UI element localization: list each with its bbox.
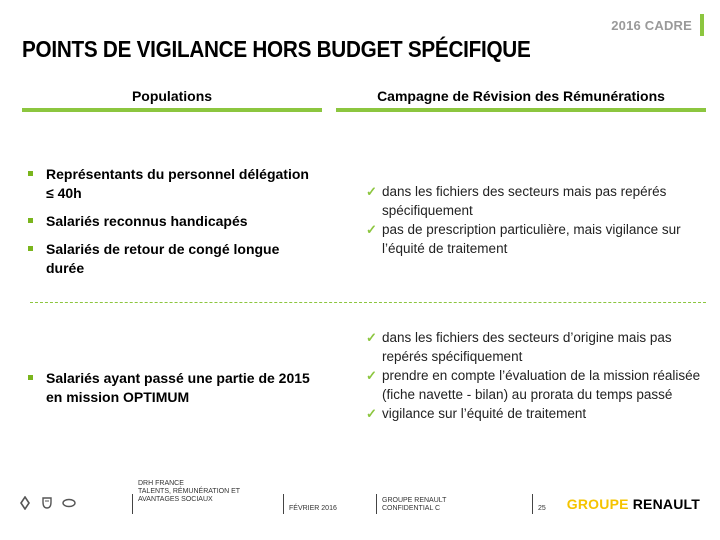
groupe-renault-logo: GROUPE RENAULT xyxy=(566,496,700,512)
check-icon: ✓ xyxy=(366,368,377,383)
row-divider xyxy=(30,302,706,303)
list-item: Salariés de retour de congé longue durée xyxy=(28,240,318,278)
renault-diamond-icon xyxy=(18,496,32,510)
header-underline-left xyxy=(22,108,322,112)
check-icon: ✓ xyxy=(366,184,377,199)
check-icon: ✓ xyxy=(366,406,377,421)
footer-separator xyxy=(376,494,377,514)
check-icon: ✓ xyxy=(366,330,377,345)
samsung-icon xyxy=(62,496,76,510)
list-item: ✓ pas de prescription particulière, mais vigilance sur l’équité de traitement xyxy=(366,222,681,256)
footer xyxy=(0,478,720,518)
populations-list-1 xyxy=(28,165,318,287)
list-item: Salariés reconnus handicapés xyxy=(28,212,318,231)
footer-separator xyxy=(283,494,284,514)
checks-list-2 xyxy=(366,328,711,423)
list-item: Représentants du personnel délégation ≤ 40h xyxy=(28,165,318,203)
footer-department: DRH FRANCE TALENTS, RÉMUNÉRATION ET AVANTAGES SOCIAUX xyxy=(138,480,241,503)
dacia-icon xyxy=(40,496,54,510)
footer-separator xyxy=(132,494,133,514)
header-underline-right xyxy=(336,108,706,112)
list-item: Salariés ayant passé une partie de 2015 en mission OPTIMUM xyxy=(28,369,328,407)
list-item: ✓ dans les fichiers des secteurs mais pas repérés spécifiquement xyxy=(366,184,667,218)
footer-date: FÉVRIER 2016 xyxy=(289,505,337,512)
tag-bar xyxy=(700,14,704,36)
page-number: 25 xyxy=(538,505,546,512)
brand-logos xyxy=(18,496,76,510)
checks-list-1 xyxy=(366,182,706,258)
list-item: ✓ vigilance sur l’équité de traitement xyxy=(366,406,587,421)
header-campaign: Campagne de Révision des Rémunérations xyxy=(377,88,665,104)
header-populations: Populations xyxy=(131,88,213,104)
page-title: POINTS DE VIGILANCE HORS BUDGET SPÉCIFIQUE xyxy=(22,36,531,62)
tag-label: 2016 CADRE xyxy=(611,18,692,33)
populations-list-2 xyxy=(28,369,328,416)
list-item: ✓ prendre en compte l’évaluation de la mission réalisée (fiche navette - bilan) au prorata du temps passé xyxy=(366,368,701,402)
list-item: ✓ dans les fichiers des secteurs d’origine mais pas repérés spécifiquement xyxy=(366,330,672,364)
footer-company: GROUPE RENAULT CONFIDENTIAL C xyxy=(382,497,447,512)
footer-separator xyxy=(532,494,533,514)
check-icon: ✓ xyxy=(366,222,377,237)
